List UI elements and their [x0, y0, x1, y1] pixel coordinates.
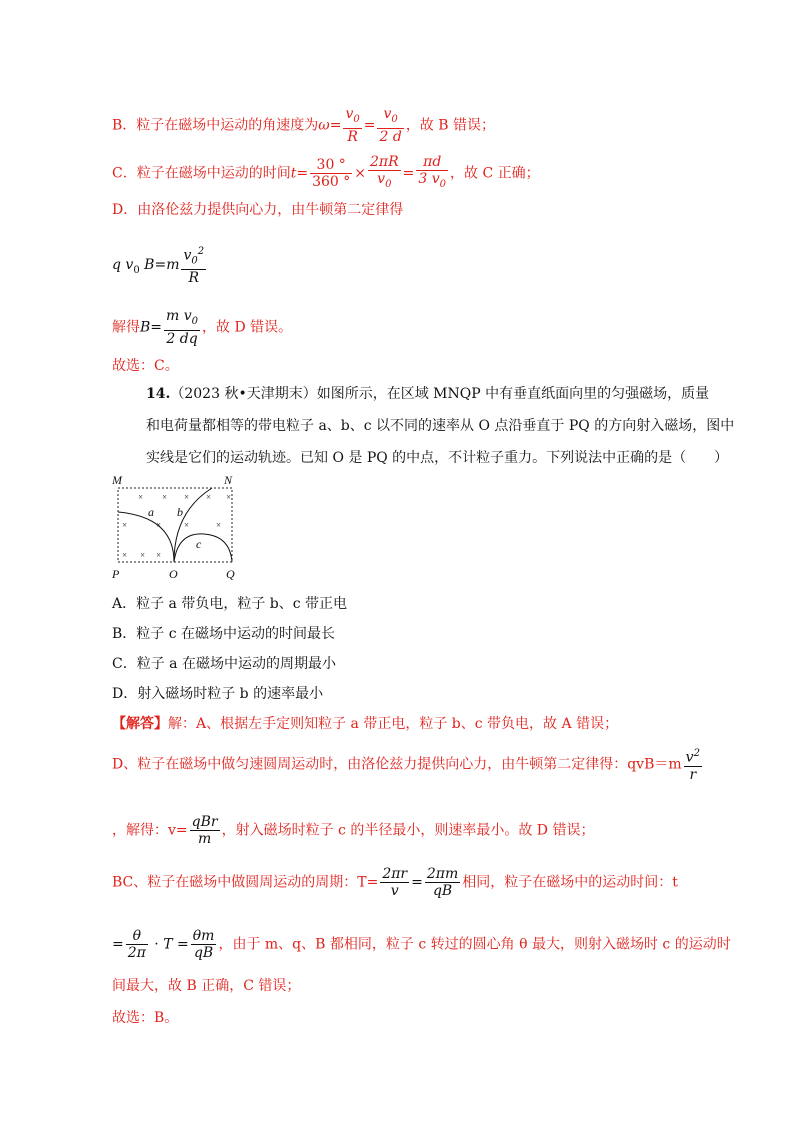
answer-line-2: D、粒子在磁场中做匀速圆周运动时，由洛伦兹力提供向心力，由牛顿第二定律得：qvB＝m $\frac{v^2}{r}$ — [112, 748, 700, 783]
option-c-analysis: C．粒子在磁场中运动的时间t= $\frac{30 ^\circ}{360 ^\circ}$ × $\frac{2\pi R}{v_0}$ = $\frac{\pi d}{3 v_0}$ ，故 C 正确； — [112, 154, 540, 190]
c-prefix: C．粒子在磁场中运动的时间 — [112, 165, 291, 182]
solve-prefix: 解得 — [112, 319, 140, 336]
question-source: （2023 秋•天津期末） — [170, 386, 317, 402]
option-d-analysis: D．由洛伦兹力提供向心力，由牛顿第二定律得 — [112, 202, 404, 218]
cross-1: × — [138, 492, 144, 502]
solve-b: 解得B= $\frac{m v_0}{2 dq}$ ，故 D 错误。 — [112, 308, 293, 347]
label-p: P — [112, 567, 120, 581]
cross-3: × — [184, 492, 190, 502]
label-o: O — [169, 567, 178, 581]
answer-text-5: ，由于 m、q、B 都相同，粒子 c 转过的圆心角 θ 最大，则射入磁场时 c 的运动时 — [218, 936, 731, 953]
answer-line-7: 故选：B。 — [112, 1010, 179, 1026]
cross-7: × — [156, 520, 162, 530]
answer-text-1: 解：A、根据左手定则知粒子 a 带正电，粒子 b、c 带负电，故 A 错误； — [168, 716, 619, 732]
trajectory-c — [174, 534, 232, 562]
question-number: 14. — [146, 386, 171, 402]
cross-10: × — [122, 550, 128, 560]
c-suffix: ，故 C 正确； — [450, 165, 540, 182]
answer-tag: 【解答】 — [112, 716, 168, 732]
equation-newton: q $v_0$ B=m $\frac{v_0^2}{R}$ — [112, 246, 205, 287]
answer-line-4: BC、粒子在磁场中做圆周运动的周期：T= $\frac{2\pi r}{v}$ = $\frac{2\pi m}{qB}$ 相同，粒子在磁场中的运动时间：t — [112, 866, 678, 899]
answer-line-3: ，解得：v= $\frac{\text{qBr}}{m}$ ，射入磁场时粒子 c 的半径最小，则速率最小。故 D 错误； — [112, 814, 595, 847]
cross-4: × — [206, 492, 212, 502]
option-a: A．粒子 a 带负电，粒子 b、c 带正电 — [112, 596, 348, 612]
question-line-1 — [146, 384, 709, 404]
choose-c: 故选：C。 — [112, 358, 179, 374]
cross-8: × — [184, 520, 190, 530]
label-c: c — [196, 537, 202, 551]
option-b: B．粒子 c 在磁场中运动的时间最长 — [112, 626, 336, 642]
cross-11: × — [140, 550, 146, 560]
answer-text-4b: 相同，粒子在磁场中的运动时间：t — [462, 874, 678, 891]
cross-2: × — [162, 492, 168, 502]
b-suffix: ，故 B 错误； — [405, 117, 496, 134]
question-text-1: 如图所示，在区域 MNQP 中有垂直纸面向里的匀强磁场，质量 — [316, 386, 710, 402]
question-line-3: 实线是它们的运动轨迹。已知 O 是 PQ 的中点，不计粒子重力。下列说法中正确的是（ ） — [146, 450, 729, 466]
option-c: C．粒子 a 在磁场中运动的周期最小 — [112, 656, 336, 672]
label-b: b — [177, 505, 183, 519]
answer-text-4a: BC、粒子在磁场中做圆周运动的周期：T= — [112, 874, 379, 891]
solve-suffix: ，故 D 错误。 — [202, 319, 293, 336]
answer-line-1 — [112, 714, 618, 734]
cross-9: × — [216, 520, 222, 530]
label-q: Q — [226, 567, 235, 581]
magnetic-field-diagram — [108, 472, 244, 584]
question-line-2: 和电荷量都相等的带电粒子 a、b、c 以不同的速率从 O 点沿垂直于 PQ 的方向射入磁场，图中 — [146, 418, 735, 434]
answer-line-5: = $\frac{\theta}{2\pi}$ · T = $\frac{\theta m}{qB}$ ，由于 m、q、B 都相同，粒子 c 转过的圆心角 θ 最大，则射入磁场时 c 的运动时 — [112, 928, 731, 961]
cross-6: × — [122, 520, 128, 530]
label-m: M — [112, 473, 122, 487]
answer-text-3b: ，射入磁场时粒子 c 的半径最小，则速率最小。故 D 错误； — [221, 822, 595, 839]
answer-text-3a: ，解得：v= — [112, 822, 188, 839]
answer-text-2: D、粒子在磁场中做匀速圆周运动时，由洛伦兹力提供向心力，由牛顿第二定律得：qvB＝m — [112, 756, 682, 773]
label-n: N — [224, 473, 233, 487]
option-b-analysis: B．粒子在磁场中运动的角速度为ω= $\frac{v_0}{R}$ = $\frac{v_0}{2 d}$ ，故 B 错误； — [112, 106, 496, 145]
b-prefix: B．粒子在磁场中运动的角速度为 — [112, 117, 319, 134]
label-a: a — [148, 505, 154, 519]
answer-line-6: 间最大，故 B 正确，C 错误； — [112, 978, 301, 994]
cross-12: × — [156, 550, 162, 560]
cross-5: × — [226, 492, 232, 502]
option-d: D．射入磁场时粒子 b 的速率最小 — [112, 686, 324, 702]
